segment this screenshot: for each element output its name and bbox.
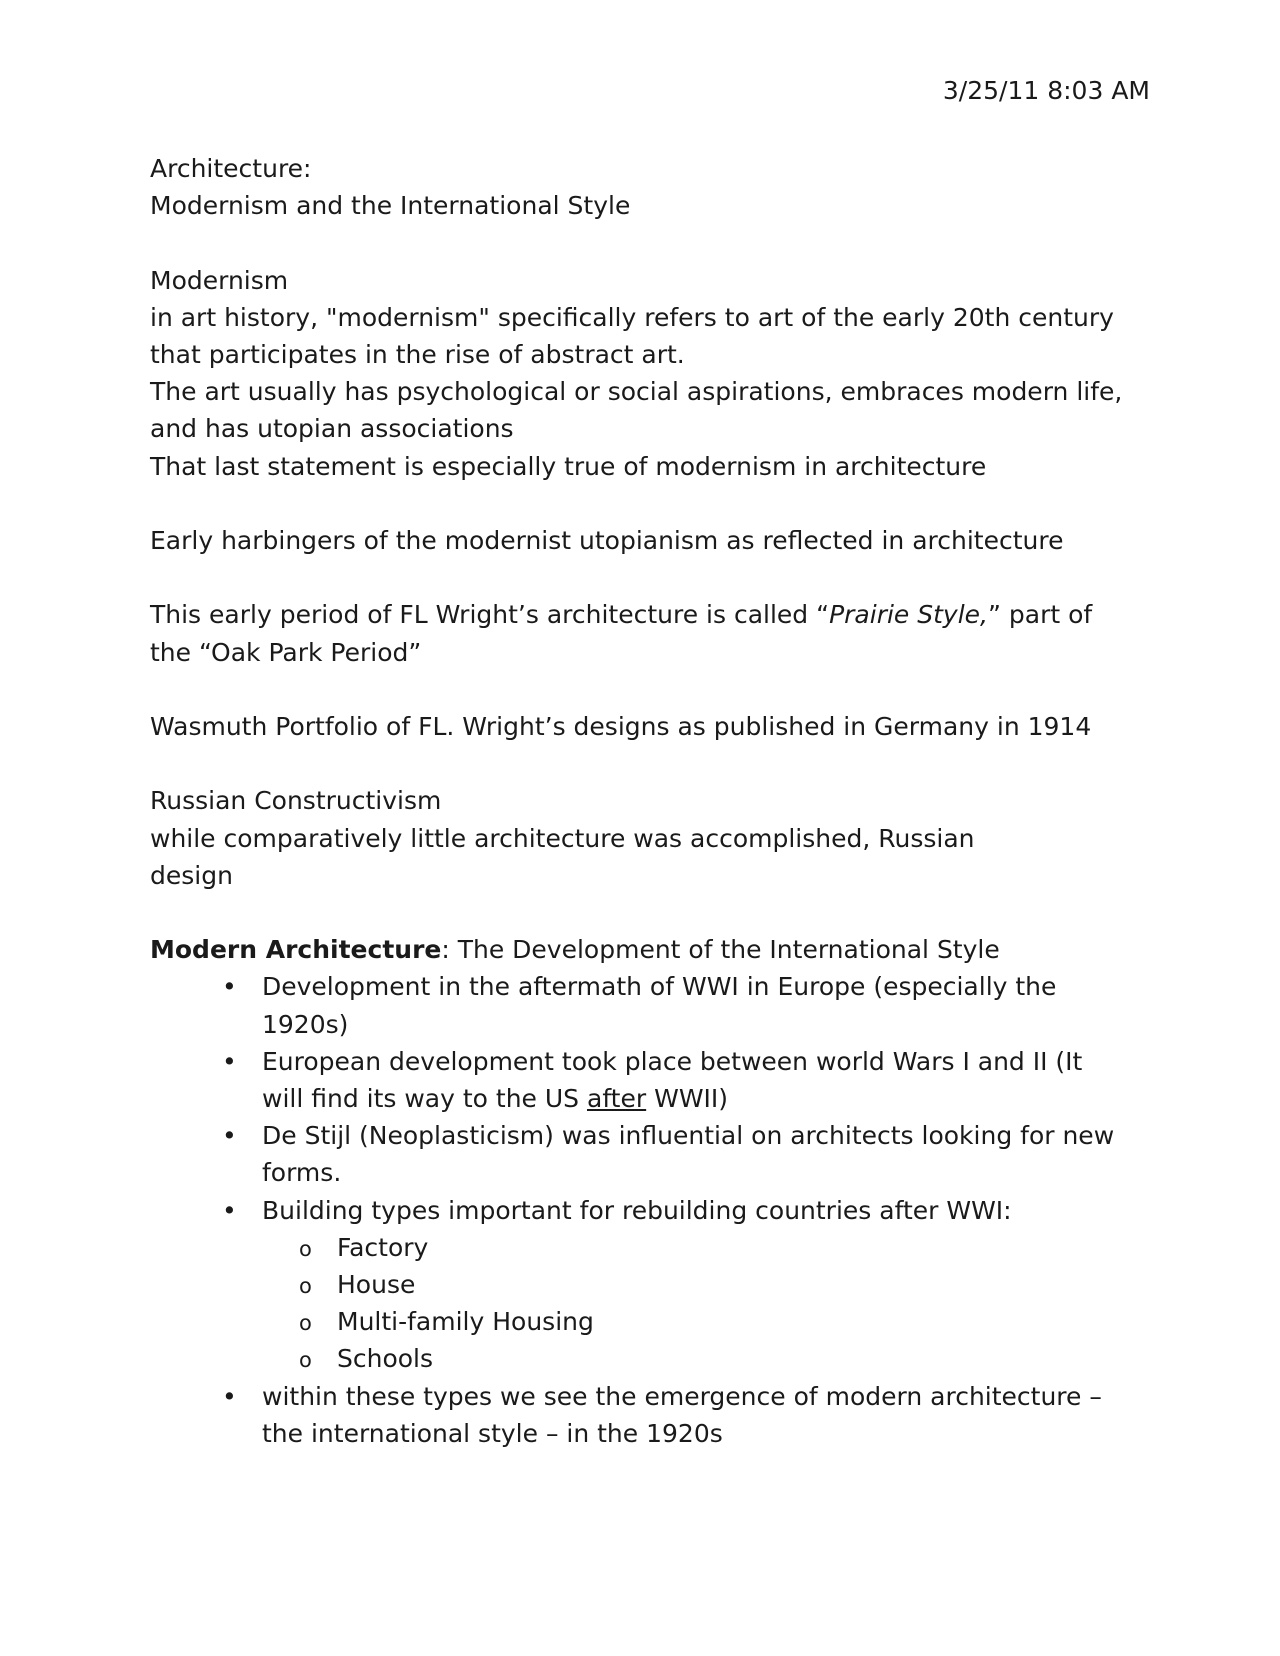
bullet-text-pre: will find its way to the US [262,1083,587,1113]
spacer [150,745,1150,782]
modernism-heading: Modernism [150,265,289,295]
after-underlined: after [587,1083,647,1113]
bullet-icon: • [222,1195,237,1225]
prairie-style-italic: Prairie Style, [829,600,988,630]
modern-architecture-bold: Modern Architecture [150,935,442,965]
spacer [150,894,1150,931]
bullet-text: European development took place between world Wars I and II (It [262,1046,1083,1076]
spacer [150,485,1150,522]
list-item [150,1043,1150,1117]
sub-list-item [262,1229,1150,1266]
bullet-text: forms. [262,1158,342,1188]
prairie-text-start: This early period of FL Wright’s architecture is called “ [150,600,830,630]
building-type: Factory [337,1232,429,1262]
prairie-line-2: the “Oak Park Period” [150,637,422,667]
spacer [150,559,1150,596]
bullet-icon: • [222,1121,237,1151]
prairie-line-1 [150,596,1150,633]
wasmuth-text: Wasmuth Portfolio of FL. Wright’s designs as published in Germany in 1914 [150,711,1092,741]
constructivism-heading: Russian Constructivism [150,786,442,816]
building-type: House [337,1270,416,1299]
bullet-text: Building types important for rebuilding countries after WWI: [262,1195,1012,1225]
constructivism-line: while comparatively little architecture was accomplished, Russian [150,823,975,853]
document-body [150,150,1150,1452]
circle-bullet-icon: o [299,1311,312,1336]
bullet-list [150,968,1150,1452]
modernism-line: and has utopian associations [150,414,514,444]
sub-list-item [262,1266,1150,1303]
sub-list-item [262,1340,1150,1377]
bullet-text: De Stijl (Neoplasticism) was influential on architects looking for new [262,1121,1115,1151]
modernism-line: that participates in the rise of abstract art. [150,340,685,369]
list-item [150,1117,1150,1191]
modernism-line: The art usually has psychological or social aspirations, embraces modern life, [150,377,1123,407]
bullet-text: Development in the aftermath of WWI in Europe (especially the [262,972,1057,1002]
sub-list-item [262,1303,1150,1340]
spacer [150,671,1150,708]
list-item [150,1192,1150,1378]
list-item [150,968,1150,1042]
list-item [150,1378,1150,1452]
modernism-line: in art history, "modernism" specifically refers to art of the early 20th century [150,302,1114,332]
title-line-1: Architecture: [150,154,312,183]
bullet-icon: • [222,1046,237,1076]
prairie-text-end: ” part of [988,600,1093,630]
timestamp: 3/25/11 8:03 AM [942,76,1150,105]
bullet-text-line [262,1080,1150,1117]
bullet-text: 1920s) [262,1009,349,1039]
bullet-text-post: WWII) [646,1083,729,1113]
circle-bullet-icon: o [299,1274,312,1298]
bullet-icon: • [222,972,237,1002]
modernism-line: That last statement is especially true of modernism in architecture [150,451,987,481]
harbingers-text: Early harbingers of the modernist utopianism as reflected in architecture [150,526,1064,555]
bullet-text: the international style – in the 1920s [262,1418,723,1448]
title-line-2: Modernism and the International Style [150,191,631,221]
modern-architecture-subtitle: : The Development of the International Style [441,935,1000,965]
modern-architecture-heading [150,931,1150,968]
bullet-text: within these types we see the emergence of modern architecture – [262,1381,1102,1411]
building-types-list [262,1229,1150,1378]
spacer [150,224,1150,261]
constructivism-line: design [150,860,233,890]
building-type: Multi-family Housing [337,1307,594,1337]
circle-bullet-icon: o [299,1236,312,1261]
circle-bullet-icon: o [299,1348,312,1373]
bullet-icon: • [222,1381,237,1411]
building-type: Schools [337,1344,434,1374]
